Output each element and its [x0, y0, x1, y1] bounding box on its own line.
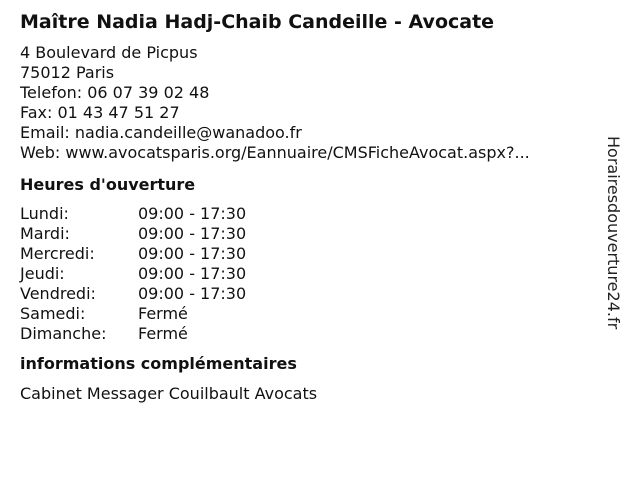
extra-info-heading: informations complémentaires [20, 354, 297, 373]
page-title: Maître Nadia Hadj-Chaib Candeille - Avocate [20, 11, 495, 33]
day-hours: 09:00 - 17:30 [138, 264, 247, 283]
day-label: Jeudi: [20, 264, 65, 283]
day-hours: Fermé [138, 304, 188, 323]
day-hours: 09:00 - 17:30 [138, 284, 247, 303]
opening-hours [20, 204, 600, 344]
day-hours: 09:00 - 17:30 [138, 204, 247, 223]
hours-row-monday [20, 204, 600, 224]
address-city: 75012 Paris [20, 63, 115, 82]
email-address: Email: nadia.candeille@wanadoo.fr [20, 123, 302, 142]
site-watermark: Horairesdouverture24.fr [604, 136, 623, 330]
day-label: Lundi: [20, 204, 69, 223]
phone-number: Telefon: 06 07 39 02 48 [20, 83, 210, 102]
address-street: 4 Boulevard de Picpus [20, 43, 198, 62]
hours-row-sunday [20, 324, 600, 344]
fax-number: Fax: 01 43 47 51 27 [20, 103, 180, 122]
contact-info [20, 43, 600, 163]
hours-heading: Heures d'ouverture [20, 175, 196, 194]
day-label: Mercredi: [20, 244, 95, 263]
website-link[interactable]: Web: www.avocatsparis.org/Eannuaire/CMSFicheAvocat.aspx?... [20, 143, 530, 162]
hours-row-saturday [20, 304, 600, 324]
day-hours: 09:00 - 17:30 [138, 224, 247, 243]
day-hours: Fermé [138, 324, 188, 343]
business-card [20, 10, 600, 404]
day-label: Samedi: [20, 304, 86, 323]
day-label: Dimanche: [20, 324, 107, 343]
day-label: Vendredi: [20, 284, 96, 303]
hours-row-wednesday [20, 244, 600, 264]
hours-row-tuesday [20, 224, 600, 244]
hours-row-thursday [20, 264, 600, 284]
day-hours: 09:00 - 17:30 [138, 244, 247, 263]
day-label: Mardi: [20, 224, 70, 243]
extra-info-text: Cabinet Messager Couilbault Avocats [20, 384, 318, 403]
hours-row-friday [20, 284, 600, 304]
